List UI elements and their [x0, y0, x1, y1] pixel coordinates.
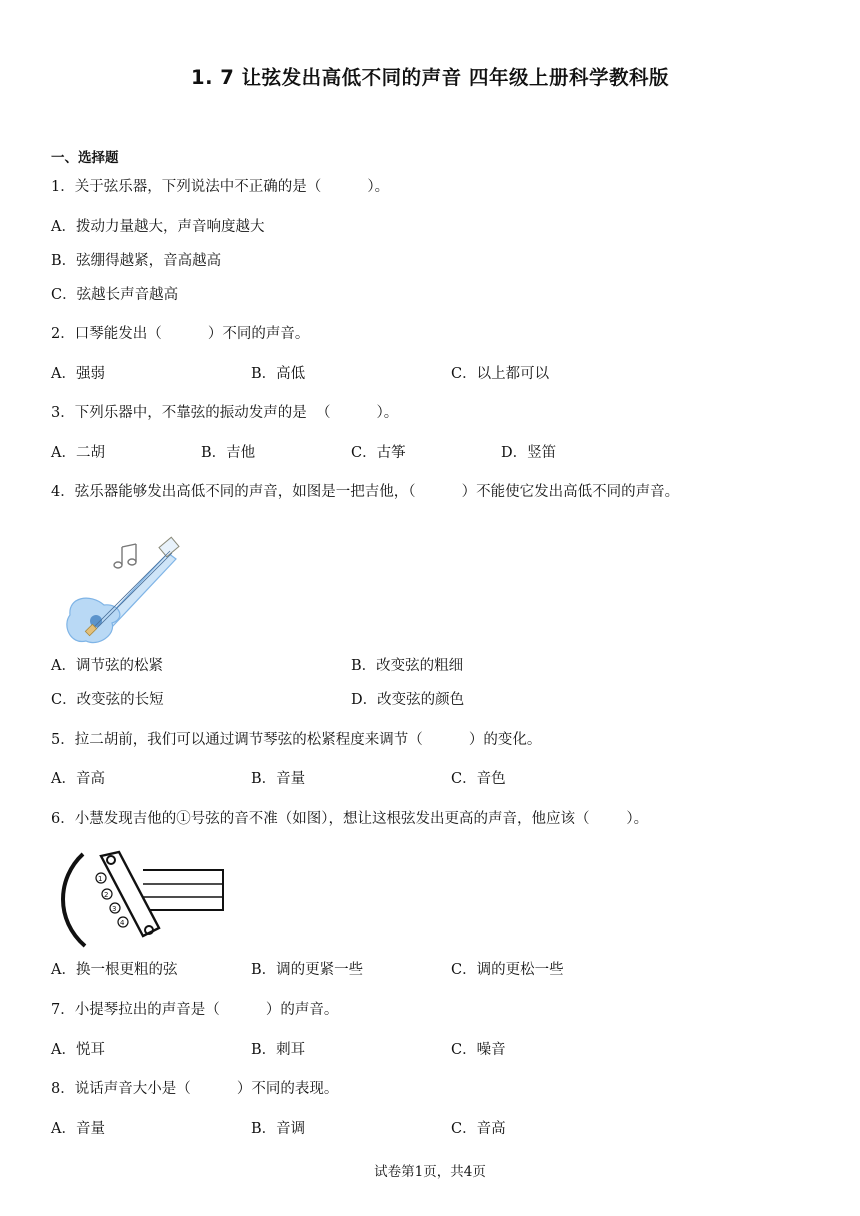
question-1-option-c[interactable]: C．弦越长声音越高 — [51, 287, 179, 303]
page-footer: 试卷第1页，共4页 — [374, 1164, 486, 1180]
music-note-icon — [114, 544, 136, 568]
question-8-stem: 8．说话声音大小是（ ）不同的表现。 — [51, 1081, 339, 1097]
question-8-option-a[interactable]: A．音量 — [51, 1121, 105, 1137]
question-1-option-a[interactable]: A．拨动力量越大，声音响度越大 — [51, 219, 265, 235]
question-3-stem: 3．下列乐器中，不靠弦的振动发声的是 （ ）。 — [51, 405, 399, 421]
question-4-option-a[interactable]: A．调节弦的松紧 — [51, 658, 163, 674]
question-4-option-d[interactable]: D．改变弦的颜色 — [351, 692, 465, 708]
question-2-option-b[interactable]: B．高低 — [251, 366, 306, 382]
question-5-option-b[interactable]: B．音量 — [251, 771, 306, 787]
question-6-option-c[interactable]: C．调的更松一些 — [451, 962, 564, 978]
question-7-option-a[interactable]: A．悦耳 — [51, 1042, 105, 1058]
question-2-option-c[interactable]: C．以上都可以 — [451, 366, 550, 382]
question-4-option-c[interactable]: C．改变弦的长短 — [51, 692, 164, 708]
question-7-option-c[interactable]: C．噪音 — [451, 1042, 506, 1058]
guitar-headstock-icon — [63, 852, 223, 946]
question-3-option-a[interactable]: A．二胡 — [51, 445, 105, 461]
question-2-option-a[interactable]: A．强弱 — [51, 366, 105, 382]
svg-text:3: 3 — [112, 905, 117, 913]
question-5-option-a[interactable]: A．音高 — [51, 771, 105, 787]
question-5-stem: 5．拉二胡前，我们可以通过调节琴弦的松紧程度来调节（ ）的变化。 — [51, 732, 542, 748]
question-1-stem: 1．关于弦乐器，下列说法中不正确的是（ ）。 — [51, 179, 390, 195]
guitar-figure — [60, 535, 190, 650]
question-3-option-b[interactable]: B．吉他 — [201, 445, 256, 461]
question-3-option-d[interactable]: D．竖笛 — [501, 445, 557, 461]
question-2-stem: 2．口琴能发出（ ）不同的声音。 — [51, 326, 310, 342]
svg-text:2: 2 — [104, 891, 109, 899]
question-4-option-b[interactable]: B．改变弦的粗细 — [351, 658, 464, 674]
question-6-stem: 6．小慧发现吉他的①号弦的音不准（如图），想让这根弦发出更高的声音，他应该（ ）。 — [51, 811, 649, 827]
svg-text:4: 4 — [120, 919, 125, 927]
question-1-option-b[interactable]: B．弦绷得越紧，音高越高 — [51, 253, 222, 269]
question-7-option-b[interactable]: B．刺耳 — [251, 1042, 306, 1058]
question-3-option-c[interactable]: C．古筝 — [351, 445, 406, 461]
question-6-option-b[interactable]: B．调的更紧一些 — [251, 962, 364, 978]
question-8-option-c[interactable]: C．音高 — [451, 1121, 506, 1137]
section-heading: 一、选择题 — [51, 150, 119, 166]
question-5-option-c[interactable]: C．音色 — [451, 771, 506, 787]
question-7-stem: 7．小提琴拉出的声音是（ ）的声音。 — [51, 1002, 339, 1018]
question-4-stem: 4．弦乐器能够发出高低不同的声音，如图是一把吉他，（ ）不能使它发出高低不同的声音。 — [51, 484, 680, 500]
guitar-headstock-figure — [55, 850, 230, 950]
guitar-icon — [67, 537, 179, 642]
svg-text:1: 1 — [98, 875, 103, 883]
page-title: 1. 7 让弦发出高低不同的声音 四年级上册科学教科版 — [191, 66, 669, 89]
question-8-option-b[interactable]: B．音调 — [251, 1121, 306, 1137]
question-6-option-a[interactable]: A．换一根更粗的弦 — [51, 962, 178, 978]
